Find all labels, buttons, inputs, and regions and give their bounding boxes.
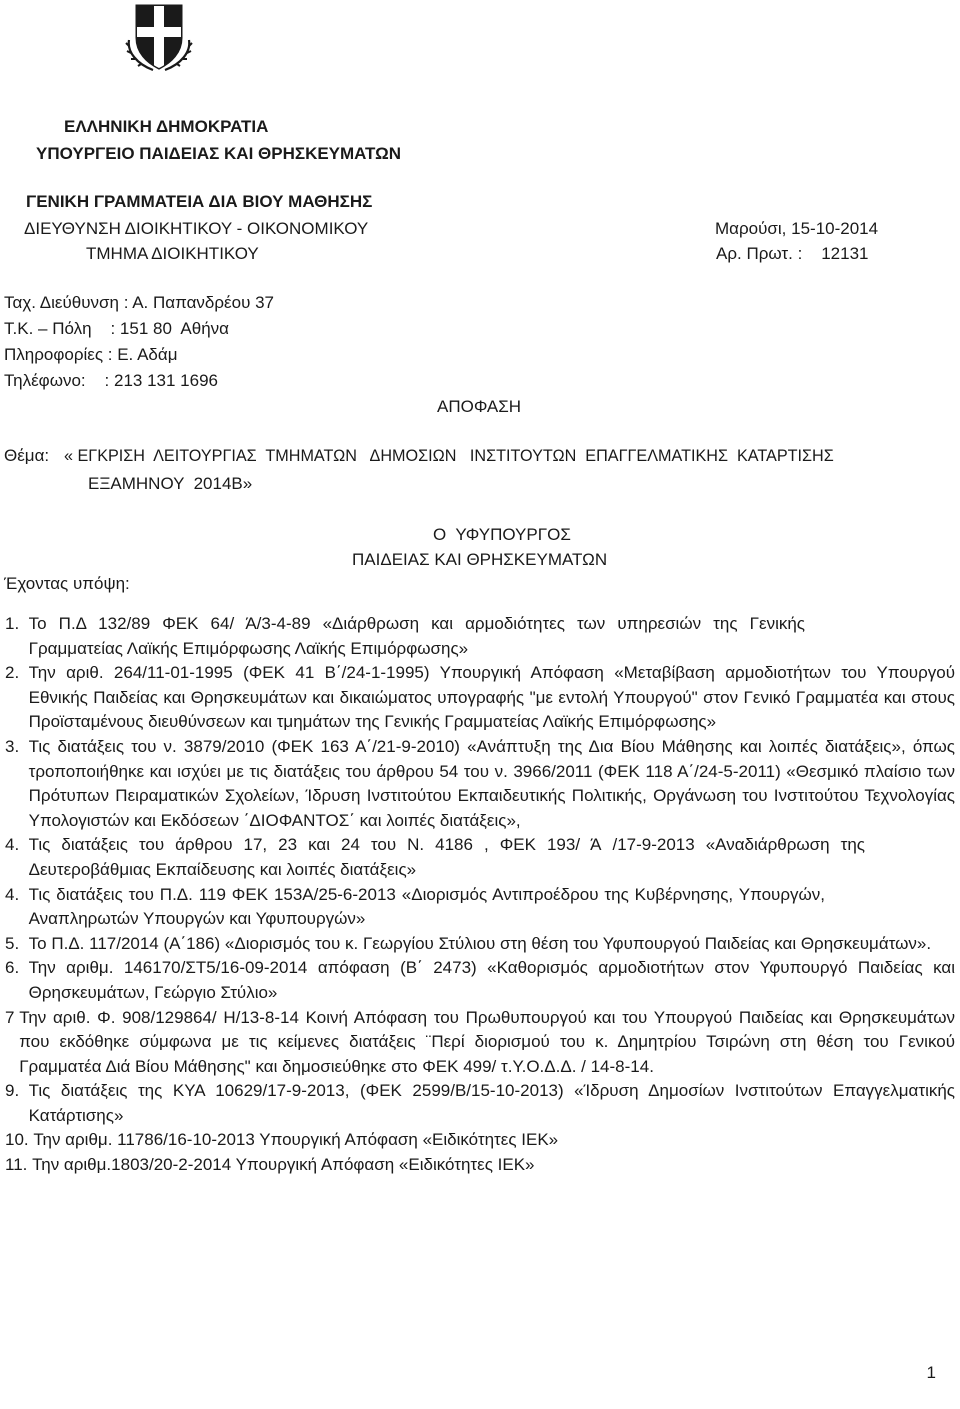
item-text: Τις διατάξεις του ν. 3879/2010 (ΦΕΚ 163 Α΄/21-9-2010) «Ανάπτυξη της Δια Βίου Μάθησης και λοιπές διατάξεις», όπως τροποποιήθηκε και ισχύει με τις διατάξεις του άρθρου 54 του ν. 3966/2011 (ΦΕΚ 118 Α΄/24-5-2011) «Θεσμικό πλαίσιο των Πρότυπων Πειραματικών Σχολείων, Ίδρυση Ινστιτούτου Εκπαιδευτικής Πολιτικής, Οργάνωση του Ινστιτούτου Τεχνολογίας Υπολογιστών και Εκδόσεων ΄ΔΙΟΦΑΝΤΟΣ΄ και λοιπές διατάξεις», bbox=[28, 736, 955, 830]
republic-heading: ΕΛΛΗΝΙΚΗ ΔΗΜΟΚΡΑΤΙΑ bbox=[64, 117, 269, 136]
list-item bbox=[5, 1006, 955, 1080]
decision-title: ΑΠΟΦΑΣΗ bbox=[437, 397, 522, 416]
list-item bbox=[5, 883, 955, 932]
ministry-heading: ΥΠΟΥΡΓΕΙΟ ΠΑΙΔΕΙΑΣ ΚΑΙ ΘΡΗΣΚΕΥΜΑΤΩΝ bbox=[36, 144, 402, 163]
document-date: Μαρούσι, 15-10-2014 bbox=[715, 219, 879, 238]
item-number: 6. bbox=[5, 958, 29, 978]
list-item bbox=[5, 956, 955, 1005]
item-text: Τις διατάξεις του Π.Δ. 119 ΦΕΚ 153Α/25-6-2013 «Διορισμός Αντιπροέδρου της Κυβέρνησης, Υπουργών, Αναπληρωτών Υπουργών και Υφυπουργών» bbox=[28, 884, 825, 929]
info-line: Πληροφορίες : Ε. Αδάμ bbox=[4, 345, 178, 364]
address-line: Ταχ. Διεύθυνση : Α. Παπανδρέου 37 bbox=[4, 293, 275, 312]
subject-line-1: « ΕΓΚΡΙΣΗ ΛΕΙΤΟΥΡΓΙΑΣ ΤΜΗΜΑΤΩΝ ΔΗΜΟΣΙΩΝ ΙΝΣΤΙΤΟΥΤΩΝ ΕΠΑΓΓΕΛΜΑΤΙΚΗΣ ΚΑΤΑΡΤΙΣΗΣ bbox=[64, 447, 834, 465]
item-text: Το Π.Δ. 117/2014 (Α΄186) «Διορισμός του κ. Γεωργίου Στύλιου στη θέση του Υφυπουργού Παιδείας και Θρησκευμάτων». bbox=[28, 933, 932, 953]
postcode-line: Τ.Κ. – Πόλη : 151 80 Αθήνα bbox=[4, 319, 229, 338]
minister-ministry: ΠΑΙΔΕΙΑΣ ΚΑΙ ΘΡΗΣΚΕΥΜΑΤΩΝ bbox=[352, 550, 608, 569]
list-item bbox=[5, 661, 955, 735]
list-item bbox=[5, 1128, 955, 1153]
item-text: Τις διατάξεις της ΚΥΑ 10629/17-9-2013, (ΦΕΚ 2599/Β/15-10-2013) «Ίδρυση Δημοσίων Ινστιτούτων Επαγγελματικής Κατάρτισης» bbox=[28, 1081, 955, 1125]
item-number: 2. bbox=[5, 663, 29, 683]
item-text: Το Π.Δ 132/89 ΦΕΚ 64/ Ά/3-4-89 «Διάρθρωση και αρμοδιότητες των υπηρεσιών της Γενικής Γραμματείας Λαϊκής Επιμόρφωσης Λαϊκής Επιμόρφωσης» bbox=[28, 614, 805, 658]
item-number: 3. bbox=[5, 736, 29, 756]
item-number: 9. bbox=[5, 1081, 29, 1101]
item-number: 4. bbox=[5, 835, 29, 855]
minister-title: Ο ΥΦΥΠΟΥΡΓΟΣ bbox=[433, 525, 571, 544]
list-item bbox=[5, 1079, 955, 1128]
list-item bbox=[5, 1153, 955, 1178]
subject-label: Θέμα: bbox=[4, 446, 50, 465]
item-number: 4. bbox=[5, 884, 29, 904]
list-item bbox=[5, 833, 955, 882]
item-text: Την αριθ. 264/11-01-1995 (ΦΕΚ 41 Β΄/24-1-1995) Υπουργική Απόφαση «Μεταβίβαση αρμοδιοτήτων του Υπουργού Εθνικής Παιδείας και Θρησκευμάτων και δικαιώματος υπογραφής "με εντολή Υπουργού" στον Γενικό Γραμματέα και στους Προϊσταμένους διευθύνσεων και τμημάτων της Γενικής Γραμματείας Λαϊκής Επιμόρφωσης» bbox=[28, 663, 955, 732]
list-item bbox=[5, 612, 955, 661]
directorate-line: ΔΙΕΥΘΥΝΣΗ ΔΙΟΙΚΗΤΙΚΟΥ - ΟΙΚΟΝΟΜΙΚΟΥ bbox=[24, 219, 369, 238]
legal-references-list bbox=[5, 612, 955, 1178]
department-line: ΤΜΗΜΑ ΔΙΟΙΚΗΤΙΚΟΥ bbox=[86, 244, 259, 263]
item-text: Την αριθμ.1803/20-2-2014 Υπουργική Απόφαση «Ειδικότητες ΙΕΚ» bbox=[32, 1155, 535, 1175]
list-item bbox=[5, 932, 955, 957]
greek-state-seal bbox=[123, 0, 195, 72]
item-number: 1. bbox=[5, 614, 29, 633]
item-number: 7 bbox=[5, 1007, 20, 1027]
considering-label: Έχοντας υπόψη: bbox=[4, 574, 130, 593]
list-item bbox=[5, 735, 955, 833]
secretariat-heading: ΓΕΝΙΚΗ ΓΡΑΜΜΑΤΕΙΑ ΔΙΑ ΒΙΟΥ ΜΑΘΗΣΗΣ bbox=[26, 192, 373, 211]
item-text: Την αριθμ. 11786/16-10-2013 Υπουργική Απόφαση «Ειδικότητες ΙΕΚ» bbox=[33, 1130, 559, 1150]
item-text: Την αριθ. Φ. 908/129864/ Η/13-8-14 Κοινή Απόφαση του Πρωθυπουργού και του Υπουργού Παιδείας και Θρησκευμάτων που εκδόθηκε σύμφωνα με τις κείμενες διατάξεις ¨Περί διορισμού του κ. Δημητρίου Τσιρώνη στη θέση του Γενικού Γραμματέα Διά Βίου Μάθησης" και δημοσιεύθηκε στο ΦΕΚ 499/ τ.Υ.Ο.Δ.Δ. / 14-8-14. bbox=[19, 1007, 955, 1076]
item-number: 11. bbox=[5, 1155, 33, 1175]
item-text: Τις διατάξεις του άρθρου 17, 23 και 24 του Ν. 4186 , ΦΕΚ 193/ Ά /17-9-2013 «Αναδιάρθρωση της Δευτεροβάθμιας Εκπαίδευσης και λοιπές διατάξεις» bbox=[28, 835, 865, 879]
protocol-number: Αρ. Πρωτ. : 12131 bbox=[716, 244, 869, 263]
subject-line-2: ΕΞΑΜΗΝΟΥ 2014Β» bbox=[88, 474, 253, 493]
phone-line: Τηλέφωνο: : 213 131 1696 bbox=[4, 371, 218, 390]
page-number: 1 bbox=[926, 1363, 936, 1382]
item-number: 10. bbox=[5, 1130, 34, 1150]
item-text: Την αριθμ. 146170/ΣΤ5/16-09-2014 απόφαση (Β΄ 2473) «Καθορισμός αρμοδιοτήτων στον Υφυπουργό Παιδείας και Θρησκευμάτων, Γεώργιο Στύλιο» bbox=[28, 958, 955, 1002]
item-number: 5. bbox=[5, 933, 29, 953]
